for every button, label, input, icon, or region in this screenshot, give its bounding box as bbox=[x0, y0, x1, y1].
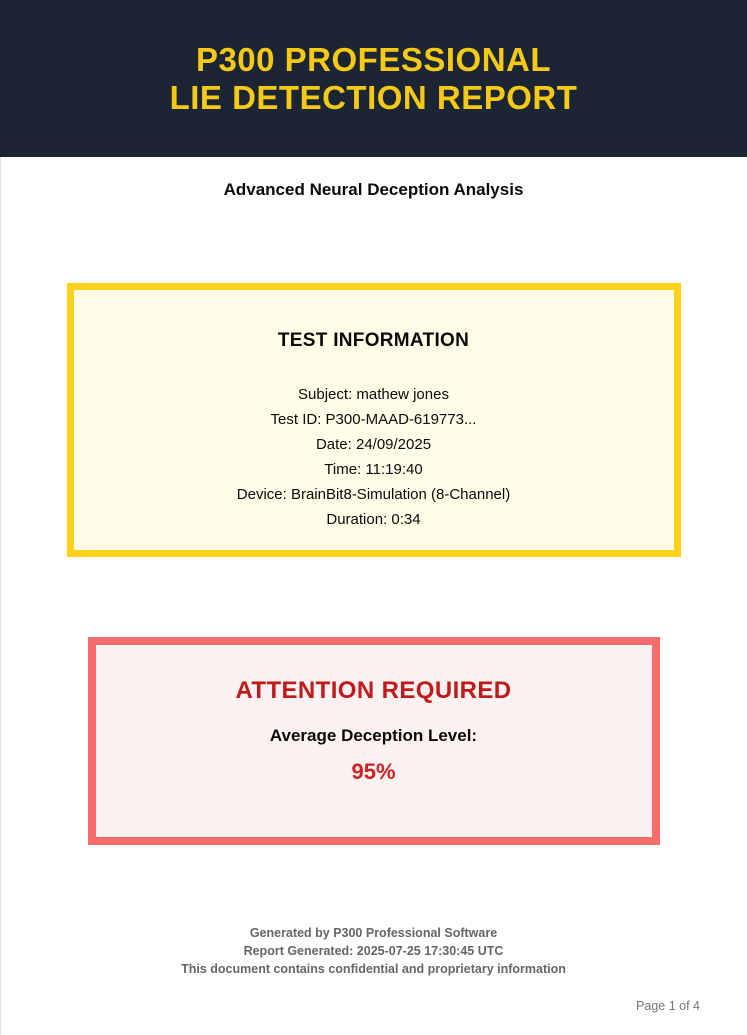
attention-card bbox=[88, 637, 660, 845]
page-indicator: Page 1 of 4 bbox=[636, 999, 700, 1013]
test-information-title: TEST INFORMATION bbox=[277, 330, 470, 351]
test-information-lines bbox=[74, 382, 674, 532]
test-info-test-id: Test ID: P300-MAAD-619773... bbox=[270, 411, 477, 428]
report-title-line-1: P300 PROFESSIONAL bbox=[195, 40, 552, 78]
attention-title: ATTENTION REQUIRED bbox=[235, 677, 512, 704]
footer-report-generated: Report Generated: 2025-07-25 17:30:45 UTC bbox=[243, 944, 504, 958]
deception-level-label: Average Deception Level: bbox=[269, 726, 478, 745]
test-information-card bbox=[67, 283, 681, 557]
test-info-time: Time: 11:19:40 bbox=[324, 461, 423, 478]
footer-generated-by: Generated by P300 Professional Software bbox=[249, 926, 498, 940]
test-info-duration: Duration: 0:34 bbox=[326, 511, 421, 528]
report-subtitle: Advanced Neural Deception Analysis bbox=[223, 180, 524, 199]
deception-level-value: 95% bbox=[351, 759, 396, 784]
report-title-line-2: LIE DETECTION REPORT bbox=[169, 78, 578, 116]
test-info-date: Date: 24/09/2025 bbox=[315, 436, 432, 453]
report-footer bbox=[0, 924, 747, 978]
report-header bbox=[0, 0, 747, 157]
footer-confidentiality-notice: This document contains confidential and proprietary information bbox=[181, 962, 566, 976]
test-info-device: Device: BrainBit8-Simulation (8-Channel) bbox=[236, 486, 511, 503]
test-info-subject: Subject: mathew jones bbox=[298, 386, 449, 403]
